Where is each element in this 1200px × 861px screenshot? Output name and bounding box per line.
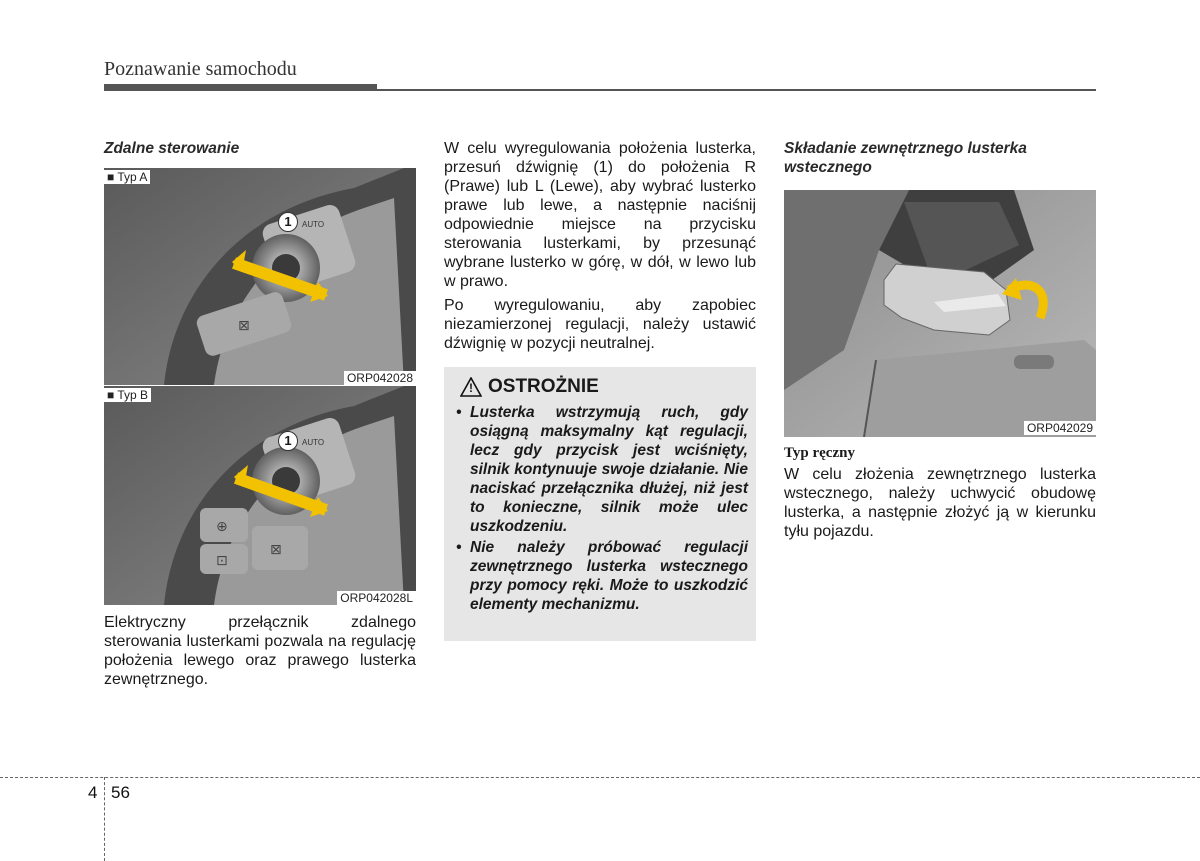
subheading-manual-type: Typ ręczny <box>784 445 855 461</box>
caution-title: OSTROŻNIE <box>488 376 599 397</box>
paragraph-adjustment: W celu wyregulowania położenia lusterka, przesuń dźwignię (1) do położenia R (Prawe) lub L (Lewe), aby wybrać lusterko prawe lub lewe, a następnie naciśnij odpowiednie miejsce na przycisku sterowania lusterkami, by przesunąć wybrane lusterko w górę, w dół, w lewo lub w prawo. <box>444 140 756 290</box>
caution-item: • Lusterka wstrzymują ruch, gdy osiągną maksymalny kąt regulacji, lecz gdy przycisk jest wciśnięty, silnik kontynuuje swoje działanie. Nie naciskać przełącznika dłużej, niż jest to konieczne, silnik może ulec uszkodzeniu. <box>452 403 748 536</box>
paragraph-folding-instructions: W celu złożenia zewnętrznego lusterka wstecznego, należy uchwycić obudowę lusterka, a następnie złożyć ją w kierunku tyłu pojazdu. <box>784 466 1096 540</box>
callout-marker-1: 1 <box>278 431 298 451</box>
middle-text <box>444 139 756 358</box>
svg-text:⊕: ⊕ <box>216 519 228 535</box>
figure-type-label: ■ Typ A <box>104 170 150 184</box>
paragraph-switch-description: Elektryczny przełącznik zdalnego sterowania lusterkami pozwala na regulację położenia lewego oraz prawego lusterka zewnętrznego. <box>104 614 416 688</box>
callout-marker-1: 1 <box>278 212 298 232</box>
svg-text:⊠: ⊠ <box>238 318 250 334</box>
figure-type-a <box>104 168 416 385</box>
page-header-title: Poznawanie samochodu <box>104 58 297 80</box>
header-rule-thick <box>104 84 377 91</box>
figure-caption: ORP042028 <box>344 371 416 385</box>
figure-caption: ORP042029 <box>1024 421 1096 435</box>
mirror-switch-type-a-illustration <box>104 168 416 385</box>
page-number: 56 <box>111 783 130 802</box>
paragraph-after-adjustment: Po wyregulowaniu, aby zapobiec niezamierzonej regulacji, należy ustawić dźwignię w pozycji neutralnej. <box>444 297 756 352</box>
mirror-switch-type-b-illustration <box>104 386 416 605</box>
chapter-number: 4 <box>88 783 98 802</box>
footer-dashed-divider <box>104 777 105 861</box>
right-paragraph <box>784 465 1096 546</box>
svg-text:⊡: ⊡ <box>216 553 228 569</box>
section-heading-remote-control: Zdalne sterowanie <box>104 140 240 157</box>
warning-triangle-icon: ! <box>460 377 482 397</box>
auto-label: AUTO <box>302 220 325 229</box>
left-paragraph <box>104 613 416 694</box>
footer-dashed-line <box>0 777 1200 778</box>
car-side-mirror-illustration <box>784 190 1096 437</box>
caution-item: • Nie należy próbować regulacji zewnętrznego lusterka wstecznego przy pomocy ręki. Może to uszkodzić elementy mechanizmu. <box>452 538 748 614</box>
figure-type-label: ■ Typ B <box>104 388 151 402</box>
caution-list <box>452 403 748 616</box>
svg-text:⊠: ⊠ <box>270 542 282 558</box>
header-rule-thin <box>377 89 1096 91</box>
caution-box <box>444 367 756 641</box>
auto-label: AUTO <box>302 438 325 447</box>
figure-type-b <box>104 386 416 605</box>
figure-caption: ORP042028L <box>337 591 416 605</box>
section-heading-folding-mirror: Składanie zewnętrznego lusterka wstecznego <box>784 140 1027 176</box>
figure-mirror-folding <box>784 190 1096 437</box>
